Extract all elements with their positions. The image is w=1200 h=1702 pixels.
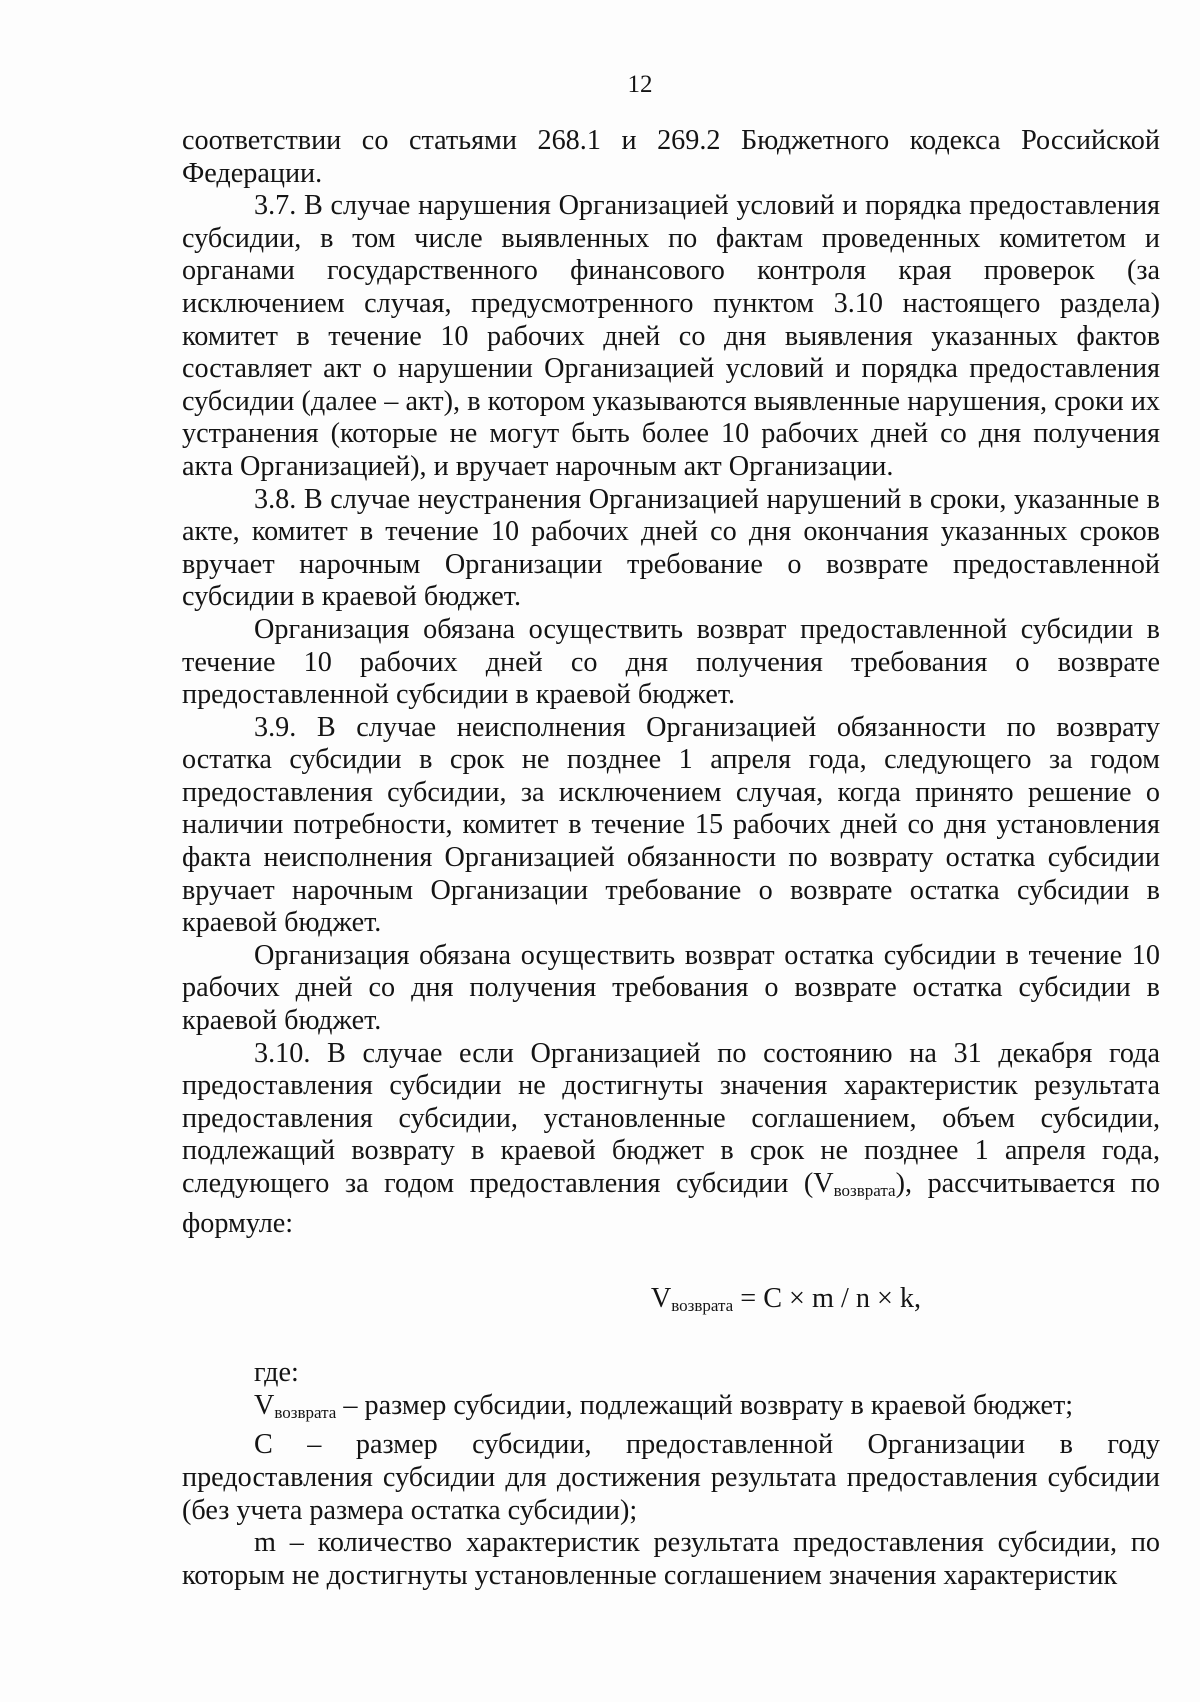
- paragraph-3-10-text-b: ), рассчитывается по формуле:: [182, 1168, 1160, 1239]
- paragraph-3-7: 3.7. В случае нарушения Организацией условий и порядка предоставления субсидии, в том числе выявленных по фактам проведенных комитетом и органами государственного финансового контроля края проверок (за исключением случая, предусмотренного пунктом 3.10 настоящего раздела) комитет в течение 10 рабочих дней со дня выявления указанных фактов составляет акт о нарушении Организацией условий и порядка предоставления субсидии (далее – акт), в котором указываются выявленные нарушения, сроки их устранения (которые не могут быть более 10 рабочих дней со дня получения акта Организацией), и вручает нарочным акт Организации.: [182, 190, 1160, 482]
- definition-v-subscript: возврата: [274, 1402, 337, 1422]
- paragraph-3-10: [182, 1038, 1160, 1241]
- paragraph-3-10-subscript: возврата: [833, 1181, 896, 1200]
- page-number: 12: [627, 71, 653, 98]
- paragraph-return-subsidy: Организация обязана осуществить возврат предоставленной субсидии в течение 10 рабочих дней со дня получения требования о возврате предоставленной субсидии в краевой бюджет.: [182, 613, 1160, 711]
- definition-v: [182, 1390, 1160, 1430]
- return-formula: [182, 1282, 1160, 1323]
- paragraph-return-remainder: Организация обязана осуществить возврат остатка субсидии в течение 10 рабочих дней со дня получения требования о возврате остатка субсидии в краевой бюджет.: [182, 939, 1160, 1037]
- paragraph-3-8: 3.8. В случае неустранения Организацией нарушений в сроки, указанные в акте, комитет в течение 10 рабочих дней со дня окончания указанных сроков вручает нарочным Организации требование о возврате предоставленной субсидии в краевой бюджет.: [182, 483, 1160, 613]
- document-body: [182, 125, 1160, 1592]
- formula-v-subscript: возврата: [671, 1296, 734, 1316]
- paragraph-3-9: 3.9. В случае неисполнения Организацией обязанности по возврату остатка субсидии в срок не позднее 1 апреля года, следующего за годом предоставления субсидии, за исключением случая, когда принято решение о наличии потребности, комитет в течение 15 рабочих дней со дня установления факта неисполнения Организацией обязанности по возврату остатка субсидии вручает нарочным Организации требование о возврате остатка субсидии в краевой бюджет.: [182, 711, 1160, 939]
- definition-v-symbol: V: [254, 1389, 275, 1421]
- definitions-where: где:: [254, 1357, 299, 1389]
- definition-c: C – размер субсидии, предоставленной Организации в году предоставления субсидии для достижения результата предоставления субсидии (без учета размера остатка субсидии);: [182, 1429, 1160, 1526]
- definition-m: m – количество характеристик результата предоставления субсидии, по которым не достигнуты установленные соглашением значения характеристик: [182, 1527, 1160, 1591]
- formula-v: V: [650, 1283, 672, 1315]
- definition-v-text: – размер субсидии, подлежащий возврату в краевой бюджет;: [336, 1389, 1074, 1421]
- formula-expression: = C × m / n × k,: [733, 1283, 922, 1315]
- paragraph-continuation: соответствии со статьями 268.1 и 269.2 Бюджетного кодекса Российской Федерации.: [182, 125, 1160, 189]
- paragraph-3-10-text-a: 3.10. В случае если Организацией по состоянию на 31 декабря года предоставления субсидии не достигнуты значения характеристик результата предоставления субсидии, установленные соглашением, объем субсидии, подлежащий возврату в краевой бюджет в срок не позднее 1 апреля года, следующего за годом предоставления субсидии (V: [182, 1037, 1160, 1199]
